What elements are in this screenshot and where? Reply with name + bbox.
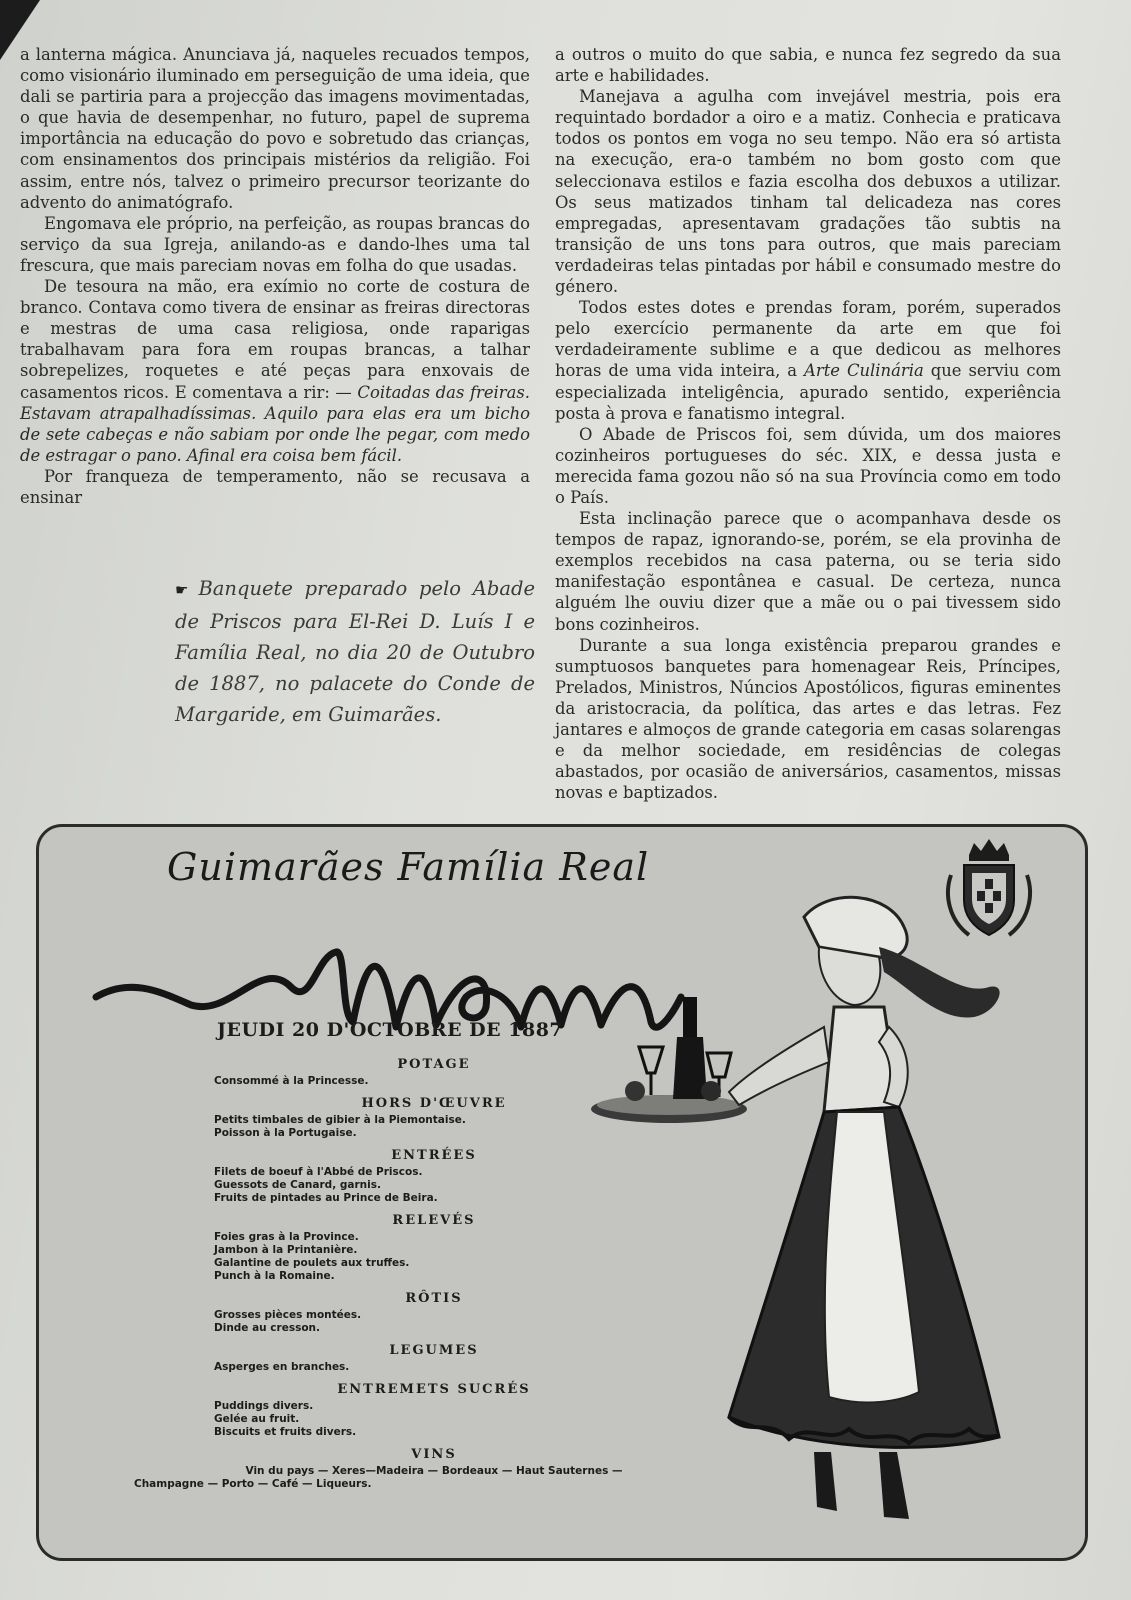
menu-dish: Fruits de pintades au Prince de Beira. <box>214 1192 438 1204</box>
quote-text: Coitadas das freiras. Estavam atrapalhadíssimas. Aquilo para elas era um bicho de sete cabeças e não sabiam por onde lhe pegar, com medo de estragar o pano. Afinal era coisa bem fácil. <box>20 382 531 465</box>
paragraph <box>20 276 530 466</box>
paragraph: Durante a sua longa existência preparou grandes e sumptuosos banquetes para homenagear Reis, Príncipes, Prelados, Ministros, Núncios Apostólicos, figuras eminentes da aristocracia, da política, das artes e das letras. Fez jantares e almoços de grande categoria em casas solarengas e da melhor sociedade, em residências de colegas abastados, por ocasião de aniversários, casamentos, missas novas e baptizados. <box>555 635 1061 803</box>
menu-section-heading: ENTRÉES <box>391 1148 477 1163</box>
menu-dish: Petits timbales de gibier à la Piemontaise. <box>214 1114 466 1126</box>
menu-dish: Jambon à la Printanière. <box>214 1244 358 1256</box>
menu-dish: Filets de boeuf à l'Abbé de Priscos. <box>214 1166 423 1178</box>
pointing-hand-icon: ☛ <box>175 581 189 599</box>
menu-section-heading: POTAGE <box>397 1057 471 1072</box>
handwritten-heading: Guimarães Família Real <box>167 845 650 889</box>
menu-dish: Punch à la Romaine. <box>214 1270 335 1282</box>
menu-dish: Biscuits et fruits divers. <box>214 1426 357 1438</box>
menu-section-heading: RÔTIS <box>405 1291 463 1306</box>
menu-card-image <box>36 824 1088 1561</box>
emphasis-text: Arte Culinária <box>804 361 924 381</box>
figure-caption <box>175 573 535 730</box>
menu-dish: Foies gras à la Province. <box>214 1231 359 1243</box>
menu-dish: Grosses pièces montées. <box>214 1309 362 1321</box>
paragraph-text: que serviu com especializada inteligência, apurado sentido, experiência posta à prova e fanatismo integral. <box>555 361 1062 423</box>
paragraph: a lanterna mágica. Anunciava já, naqueles recuados tempos, como visionário iluminado em perseguição de uma ideia, que dali se partiria para a projecção das imagens movimentadas, o que havia de desempenhar, no futuro, papel de suprema importância na educação do povo e sobretudo das crianças, com ensinamentos dos principais mistérios da religião. Foi assim, entre nós, talvez o primeiro precursor teorizante do advento do animatógrafo. <box>20 45 530 212</box>
paragraph: a outros o muito do que sabia, e nunca fez segredo da sua arte e habilidades. <box>555 45 1061 86</box>
menu-section-heading: VINS <box>411 1447 457 1462</box>
paragraph: Engomava ele próprio, na perfeição, as roupas brancas do serviço da sua Igreja, anilando-as e dando-lhes uma tal frescura, que mais pareciam novas em folha do que usadas. <box>20 213 530 275</box>
right-text-column <box>555 44 1061 803</box>
menu-date: JEUDI 20 D'OCTOBRE DE 1887 <box>217 1019 564 1041</box>
menu-dish: Asperges en branches. <box>214 1361 350 1373</box>
paragraph: Por franqueza de temperamento, não se recusava a ensinar <box>20 466 530 507</box>
wine-list: Vin du pays — Xeres—Madeira — Bordeaux — Haut Sauternes — <box>245 1465 623 1477</box>
menu-dish: Guessots de Canard, garnis. <box>214 1179 381 1191</box>
paragraph-text: Todos estes dotes e prendas foram, porém, superados pelo exercício permanente da arte em que foi verdadeiramente sublime e a que dedicou as melhores horas de uma vida inteira, a <box>555 298 1061 381</box>
paragraph: O Abade de Priscos foi, sem dúvida, um dos maiores cozinheiros portugueses do séc. XIX, e dessa justa e merecida fama gozou não só na sua Província como em todo o País. <box>555 424 1061 507</box>
paragraph-text: De tesoura na mão, era exímio no corte de costura de branco. Contava como tivera de ensinar as freiras directoras e mestras de uma casa religiosa, onde raparigas trabalhavam para fora em roupas brancas, a talhar sobrepelizes, roquetes e até peças para enxovais de casamentos ricos. E comentava a rir: — <box>20 277 530 402</box>
menu-dish: Poisson à la Portugaise. <box>214 1127 357 1139</box>
menu-dish: Puddings divers. <box>214 1400 314 1412</box>
menu-dish: Gelée au fruit. <box>214 1413 300 1425</box>
menu-word-text: Menu <box>91 897 94 898</box>
menu-dish: Consommé à la Princesse. <box>214 1075 369 1087</box>
paragraph: Esta inclinação parece que o acompanhava desde os tempos de rapaz, ignorando-se, porém, se ela provinha de exemplos recebidos na casa paterna, ou se teria sido manifestação espontânea e casual. De certeza, nunca alguém lhe ouviu dizer que a mãe ou o pai tivessem sido bons cozinheiros. <box>555 509 1061 634</box>
menu-section-heading: ENTREMETS SUCRÉS <box>337 1382 531 1397</box>
menu-section-heading: RELEVÉS <box>392 1213 476 1228</box>
menu-dish: Galantine de poulets aux truffes. <box>214 1257 410 1269</box>
wine-list: Champagne — Porto — Café — Liqueurs. <box>134 1478 372 1490</box>
menu-section-heading: LEGUMES <box>389 1343 479 1358</box>
menu-section-heading: HORS D'ŒUVRE <box>361 1096 507 1111</box>
waitress-illustration <box>579 877 1049 1547</box>
paragraph <box>555 297 1061 424</box>
caption-text: Banquete preparado pelo Abade de Priscos para El-Rei D. Luís I e Família Real, no dia 20 de Outubro de 1887, no palacete do Conde de Margaride, em Guimarães. <box>175 577 535 726</box>
left-text-column <box>20 44 530 508</box>
paragraph: Manejava a agulha com invejável mestria, pois era requintado bordador a oiro e a matiz. Conhecia e praticava todos os pontos em voga no seu tempo. Não era só artista na execução, era-o também no bom gosto com que seleccionava estilos e fazia escolha dos debuxos a utilizar. Os seus matizados tinham tal delicadeza nas cores empregadas, apresentavam gradações tão subtis na transição de uns tons para outros, que mais pareciam verdadeiras telas pintadas por hábil e consumado mestre do género. <box>555 87 1061 297</box>
menu-dish: Dinde au cresson. <box>214 1322 320 1334</box>
